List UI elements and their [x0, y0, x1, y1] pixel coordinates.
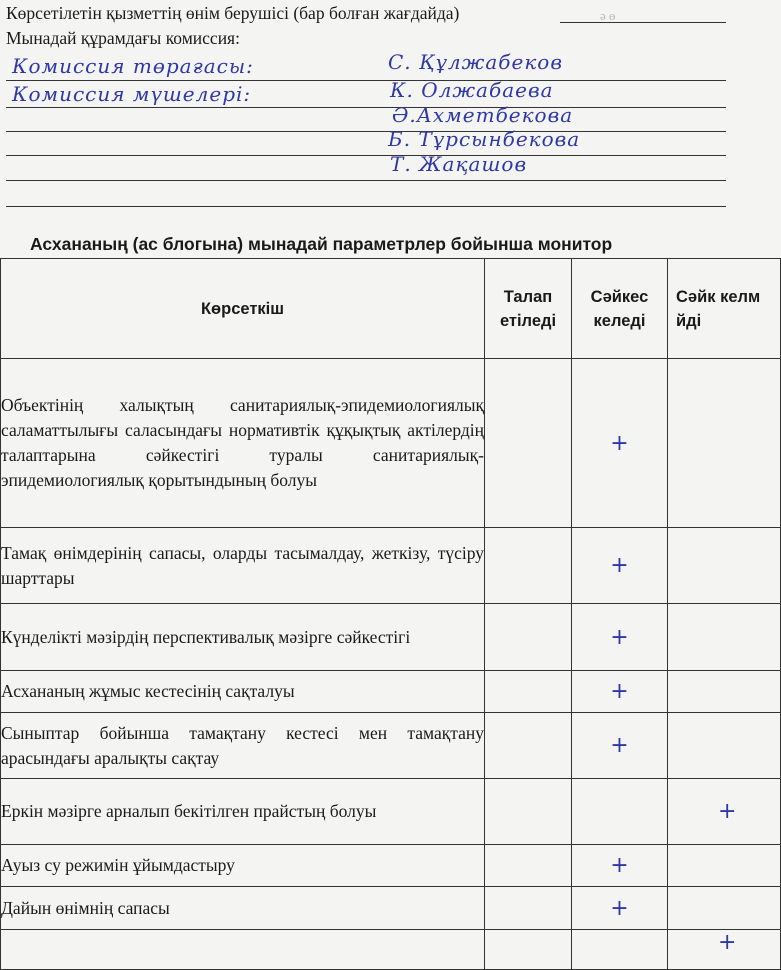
- table-row: [1, 845, 781, 887]
- form-line: [6, 80, 726, 81]
- compliant-cell: +: [572, 671, 668, 713]
- compliant-cell: +: [572, 528, 668, 604]
- compliant-cell: [572, 779, 668, 845]
- indicator-cell: Күнделікті мәзірдің перспективалық мәзірге сәйкестігі: [1, 604, 485, 671]
- compliant-cell: +: [572, 887, 668, 930]
- table-row: [1, 528, 781, 604]
- table-row: [1, 887, 781, 930]
- indicator-cell: [1, 930, 485, 970]
- chair-label-handwritten: Комиссия төрағасы:: [12, 54, 254, 78]
- commission-line: Мынадай құрамдағы комиссия:: [6, 28, 240, 48]
- noncompliant-cell: [668, 887, 781, 930]
- form-line: [6, 107, 726, 108]
- indicator-cell: Ауыз су режимін ұйымдастыру: [1, 845, 485, 887]
- indicator-cell: Сыныптар бойынша тамақтану кестесі мен тамақтану арасындағы аралықты сақтау: [1, 713, 485, 779]
- provider-line: Көрсетілетін қызметтің өнім берушісі (бар болған жағдайда): [6, 3, 460, 23]
- form-line: [6, 155, 726, 156]
- bleed-through-text: ә ө: [600, 8, 616, 23]
- required-cell: [485, 359, 572, 528]
- table-row: [1, 779, 781, 845]
- required-cell: [485, 779, 572, 845]
- noncompliant-cell: [668, 713, 781, 779]
- required-cell: [485, 887, 572, 930]
- required-cell: [485, 845, 572, 887]
- section-heading: Асхананың (ас блогына) мынадай параметрлер бойынша монитор: [30, 234, 613, 254]
- required-cell: [485, 671, 572, 713]
- table-row: [1, 604, 781, 671]
- required-cell: [485, 930, 572, 970]
- indicator-cell: Объектінің халықтың санитариялық-эпидемиологиялық саламаттылығы саласындағы нормативтік құқықтық актілердің талаптарына сәйкестігі туралы санитариялық-эпидемиологиялық қорытындының болуы: [1, 359, 485, 528]
- compliant-cell: [572, 930, 668, 970]
- indicator-cell: Дайын өнімнің сапасы: [1, 887, 485, 930]
- noncompliant-cell: [668, 604, 781, 671]
- monitoring-table: [0, 258, 781, 970]
- noncompliant-cell: [668, 845, 781, 887]
- required-cell: [485, 713, 572, 779]
- indicator-cell: Тамақ өнімдерінің сапасы, оларды тасымалдау, жеткізу, түсіру шарттары: [1, 528, 485, 604]
- indicator-cell: Еркін мәзірге арналып бекітілген прайстың болуы: [1, 779, 485, 845]
- noncompliant-cell: +: [668, 779, 781, 845]
- required-cell: [485, 604, 572, 671]
- form-line: [6, 180, 726, 181]
- table-row: [1, 930, 781, 970]
- form-line: [6, 131, 726, 132]
- col-header-indicator: Көрсеткіш: [1, 259, 485, 359]
- table-row: [1, 713, 781, 779]
- member-name-handwritten: Б. Тұрсынбекова: [388, 127, 581, 151]
- provider-blank: [560, 22, 726, 23]
- member-name-handwritten: К. Олжабаева: [390, 78, 554, 102]
- col-header-noncompliant: Сәйк келм йді: [668, 259, 781, 359]
- bleed-through-text: ⠀: [270, 200, 280, 215]
- noncompliant-cell: [668, 528, 781, 604]
- compliant-cell: +: [572, 359, 668, 528]
- required-cell: [485, 528, 572, 604]
- table-header-row: [1, 259, 781, 359]
- chair-name-handwritten: С. Құлжабеков: [388, 50, 563, 74]
- table-row: [1, 671, 781, 713]
- member-name-handwritten: Т. Жақашов: [390, 152, 528, 176]
- compliant-cell: +: [572, 604, 668, 671]
- table-row: [1, 359, 781, 528]
- noncompliant-cell: [668, 359, 781, 528]
- col-header-required: Талап етіледі: [485, 259, 572, 359]
- noncompliant-cell: +: [668, 930, 781, 970]
- compliant-cell: +: [572, 713, 668, 779]
- col-header-compliant: Сәйкес келеді: [572, 259, 668, 359]
- member-name-handwritten: Ә.Ахметбекова: [392, 103, 574, 127]
- form-line: [6, 206, 726, 207]
- indicator-cell: Асхананың жұмыс кестесінің сақталуы: [1, 671, 485, 713]
- members-label-handwritten: Комиссия мүшелері:: [12, 82, 252, 106]
- noncompliant-cell: [668, 671, 781, 713]
- compliant-cell: +: [572, 845, 668, 887]
